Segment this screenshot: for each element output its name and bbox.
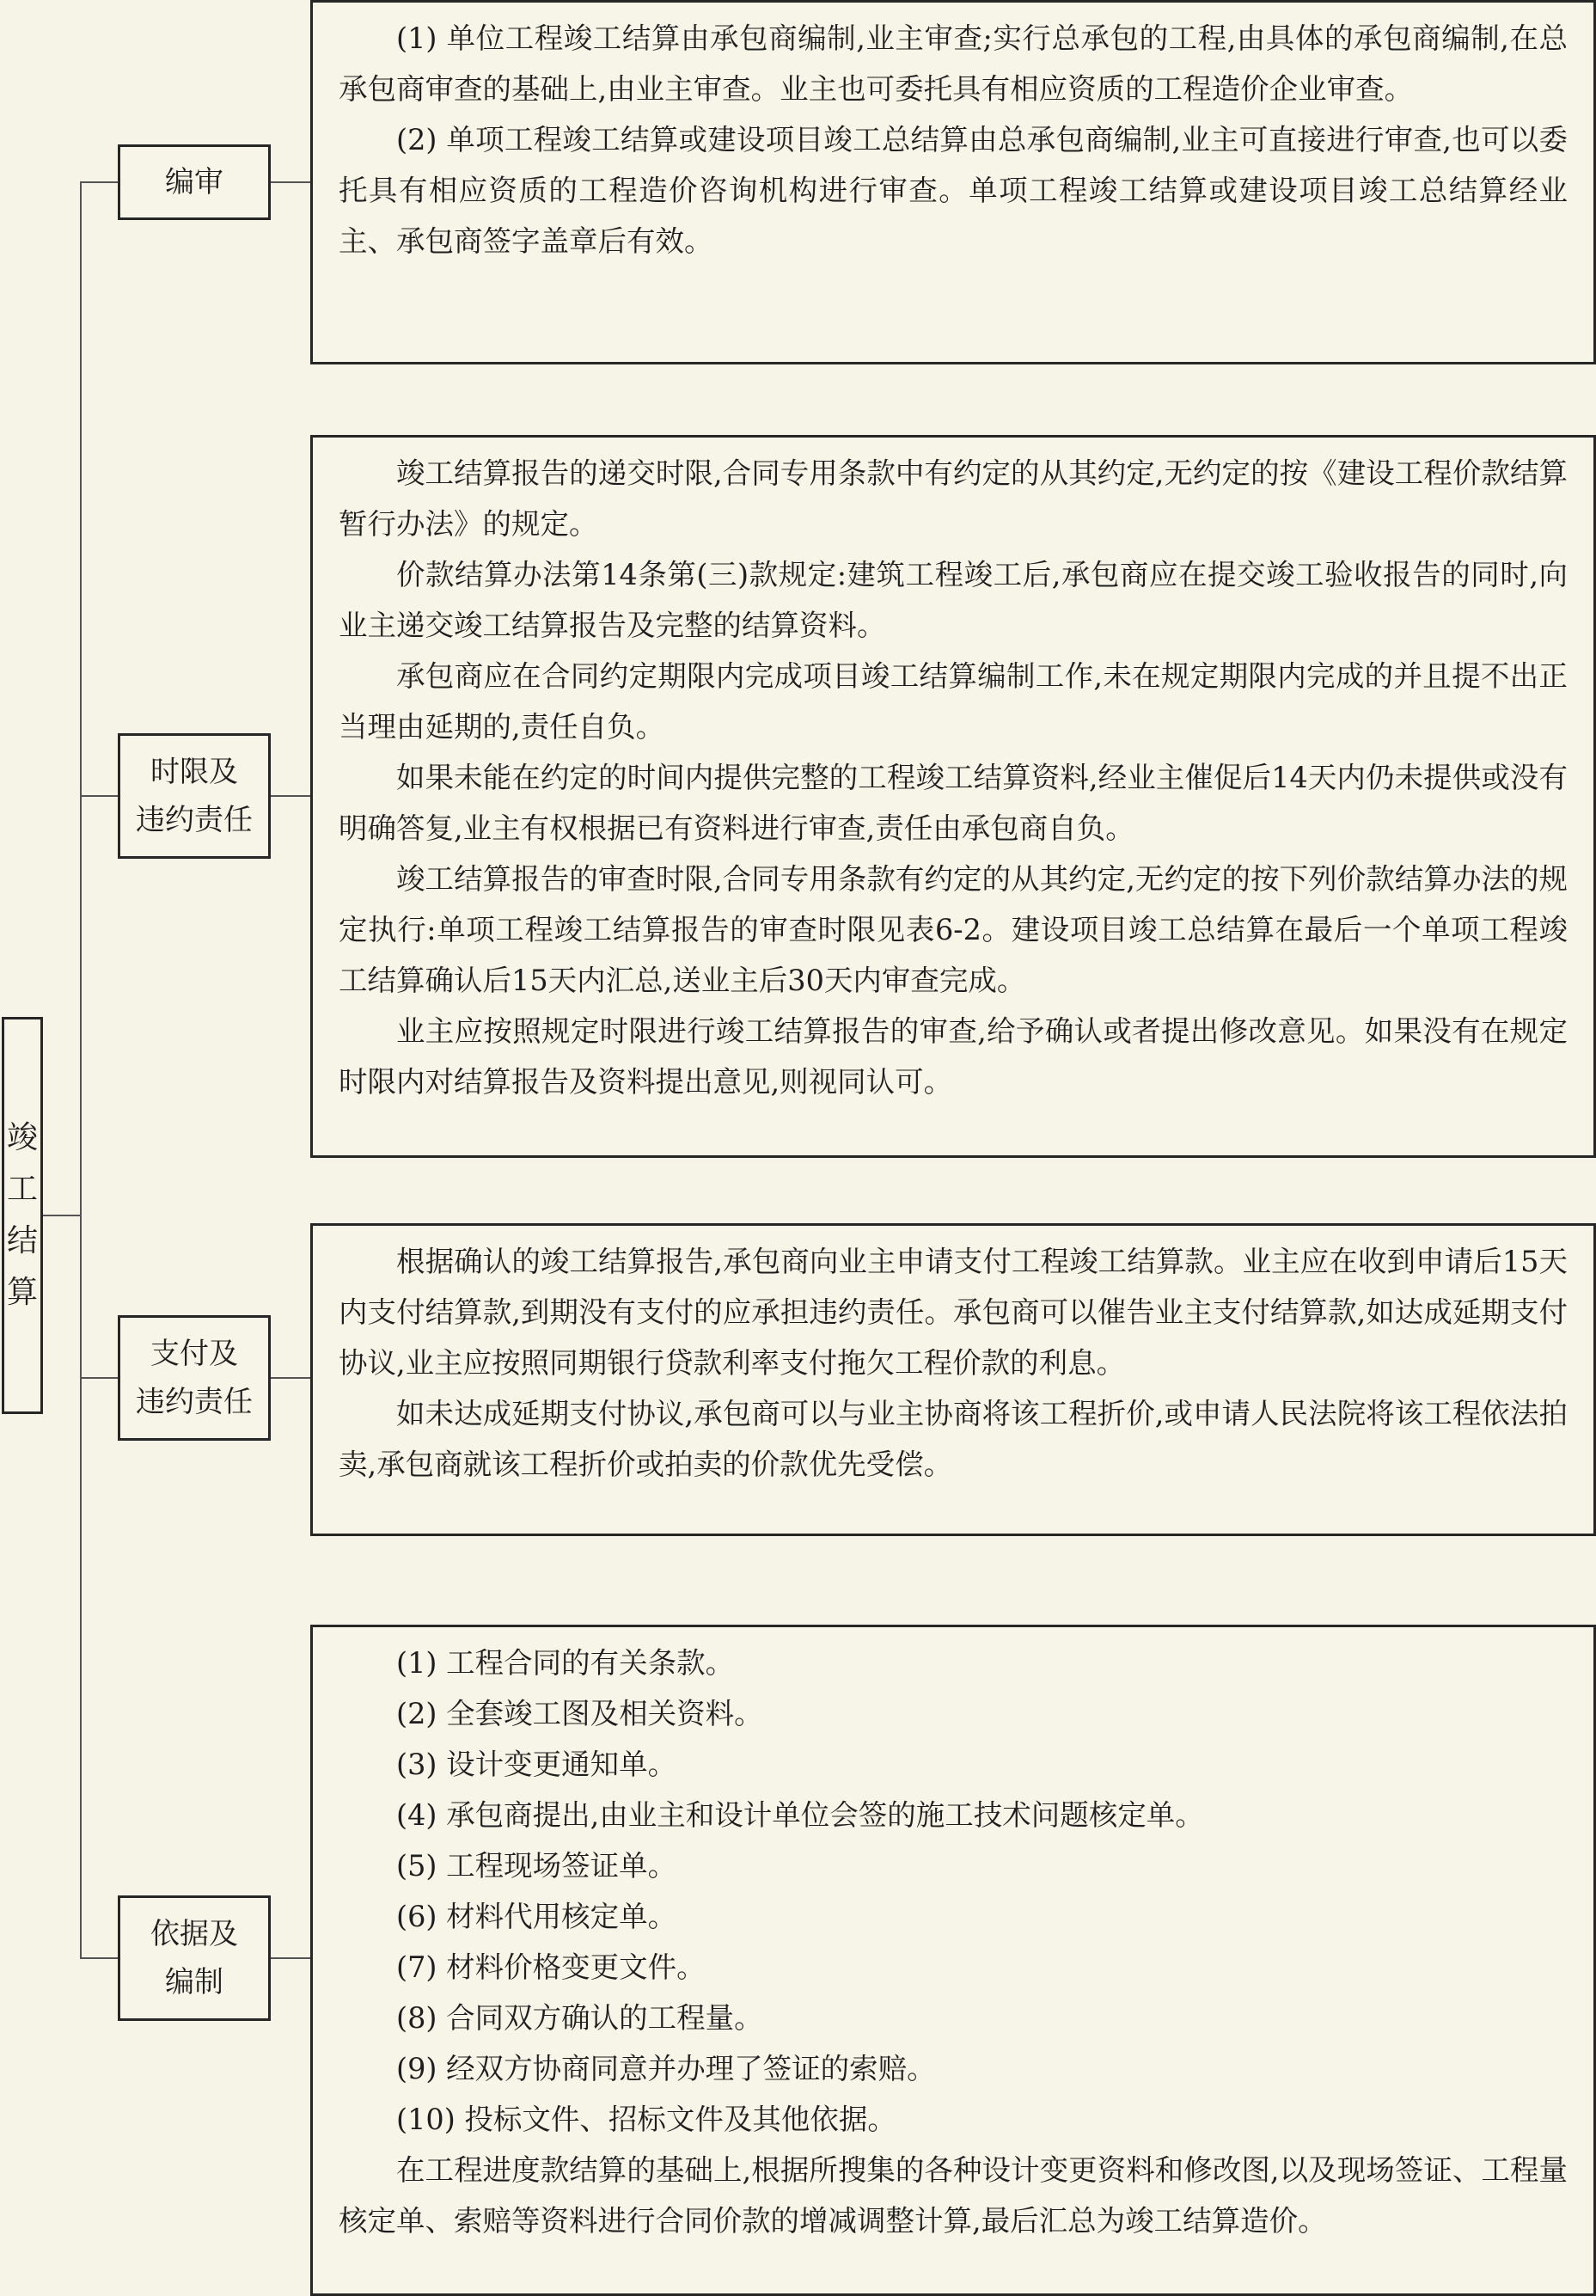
paragraph: 承包商应在合同约定期限内完成项目竣工结算编制工作,未在规定期限内完成的并且提不出正当理由延期的,责任自负。: [339, 659, 1568, 744]
paragraph: 如未达成延期支付协议,承包商可以与业主协商将该工程折价,或申请人民法院将该工程依法拍卖,承包商就该工程折价或拍卖的价款优先受偿。: [339, 1397, 1568, 1481]
branch-line-2: [80, 795, 118, 797]
node-label-text: 支付及: [150, 1337, 238, 1371]
content-box-compile-review: [310, 0, 1596, 364]
list-item: (7) 材料价格变更文件。: [396, 1950, 706, 1984]
paragraph: (2) 单项工程竣工结算或建设项目竣工总结算由总承包商编制,业主可直接进行审查,也可以委托具有相应资质的工程造价咨询机构进行审查。单项工程竣工结算或建设项目竣工总结算经业主、承包商签字盖章后有效。: [339, 123, 1568, 258]
node-label-text: 违约责任: [136, 803, 253, 837]
branch-line-3: [80, 1377, 118, 1379]
content-box-time-limit-liability: [310, 435, 1596, 1158]
node-label-text: 违约责任: [136, 1385, 253, 1419]
paragraph: 价款结算办法第14条第(三)款规定:建筑工程竣工后,承包商应在提交竣工验收报告的同时,向业主递交竣工结算报告及完整的结算资料。: [339, 558, 1568, 642]
node-label-compile-review: [118, 144, 271, 220]
node-label-text: 编审: [165, 165, 223, 199]
label-to-content-line-2: [271, 795, 310, 797]
branch-line-4: [80, 1957, 118, 1959]
root-connector-line: [43, 1215, 81, 1216]
label-to-content-line-3: [271, 1377, 310, 1379]
list-item: (5) 工程现场签证单。: [396, 1849, 677, 1883]
node-label-text: 依据及: [150, 1917, 238, 1951]
paragraph: 业主应按照规定时限进行竣工结算报告的审查,给予确认或者提出修改意见。如果没有在规定时限内对结算报告及资料提出意见,则视同认可。: [339, 1014, 1568, 1099]
paragraph: 如果未能在约定的时间内提供完整的工程竣工结算资料,经业主催促后14天内仍未提供或没有明确答复,业主有权根据已有资料进行审查,责任由承包商自负。: [339, 761, 1568, 845]
node-label-basis-preparation: [118, 1895, 271, 2021]
branch-line-1: [80, 181, 118, 183]
list-item: (4) 承包商提出,由业主和设计单位会签的施工技术问题核定单。: [396, 1798, 1204, 1832]
paragraph: 根据确认的竣工结算报告,承包商向业主申请支付工程竣工结算款。业主应在收到申请后15天内支付结算款,到期没有支付的应承担违约责任。承包商可以催告业主支付结算款,如达成延期支付协议,业主应按照同期银行贷款利率支付拖欠工程价款的利息。: [339, 1245, 1568, 1380]
root-char: 工: [6, 1172, 38, 1207]
content-box-payment-liability: [310, 1223, 1596, 1536]
paragraph: 在工程进度款结算的基础上,根据所搜集的各种设计变更资料和修改图,以及现场签证、工程量核定单、索赔等资料进行合同价款的增减调整计算,最后汇总为竣工结算造价。: [339, 2153, 1568, 2238]
list-item: (2) 全套竣工图及相关资料。: [396, 1697, 763, 1730]
root-char: 算: [6, 1275, 38, 1310]
node-label-payment-liability: [118, 1315, 271, 1441]
paragraph: 竣工结算报告的审查时限,合同专用条款有约定的从其约定,无约定的按下列价款结算办法的规定执行:单项工程竣工结算报告的审查时限见表6-2。建设项目竣工总结算在最后一个单项工程竣工结算确认后15天内汇总,送业主后30天内审查完成。: [339, 862, 1568, 997]
root-char: 竣: [6, 1120, 38, 1155]
list-item: (1) 工程合同的有关条款。: [396, 1646, 735, 1680]
trunk-vertical-line: [80, 181, 82, 1958]
content-box-basis-preparation: [310, 1625, 1596, 2296]
root-char: 结: [6, 1223, 38, 1258]
node-label-text: 时限及: [150, 755, 238, 789]
node-label-text: 编制: [165, 1965, 223, 1999]
paragraph: 竣工结算报告的递交时限,合同专用条款中有约定的从其约定,无约定的按《建设工程价款结算暂行办法》的规定。: [339, 456, 1568, 541]
list-item: (8) 合同双方确认的工程量。: [396, 2001, 763, 2035]
root-node-completion-settlement: [2, 1017, 43, 1414]
list-item: (10) 投标文件、招标文件及其他依据。: [396, 2103, 896, 2136]
list-item: (9) 经双方协商同意并办理了签证的索赔。: [396, 2052, 936, 2085]
list-item: (3) 设计变更通知单。: [396, 1748, 677, 1781]
paragraph: (1) 单位工程竣工结算由承包商编制,业主审查;实行总承包的工程,由具体的承包商编制,在总承包商审查的基础上,由业主审查。业主也可委托具有相应资质的工程造价企业审查。: [339, 21, 1568, 106]
label-to-content-line-4: [271, 1957, 310, 1959]
list-item: (6) 材料代用核定单。: [396, 1900, 677, 1933]
label-to-content-line-1: [271, 181, 310, 183]
node-label-time-limit-liability: [118, 733, 271, 859]
